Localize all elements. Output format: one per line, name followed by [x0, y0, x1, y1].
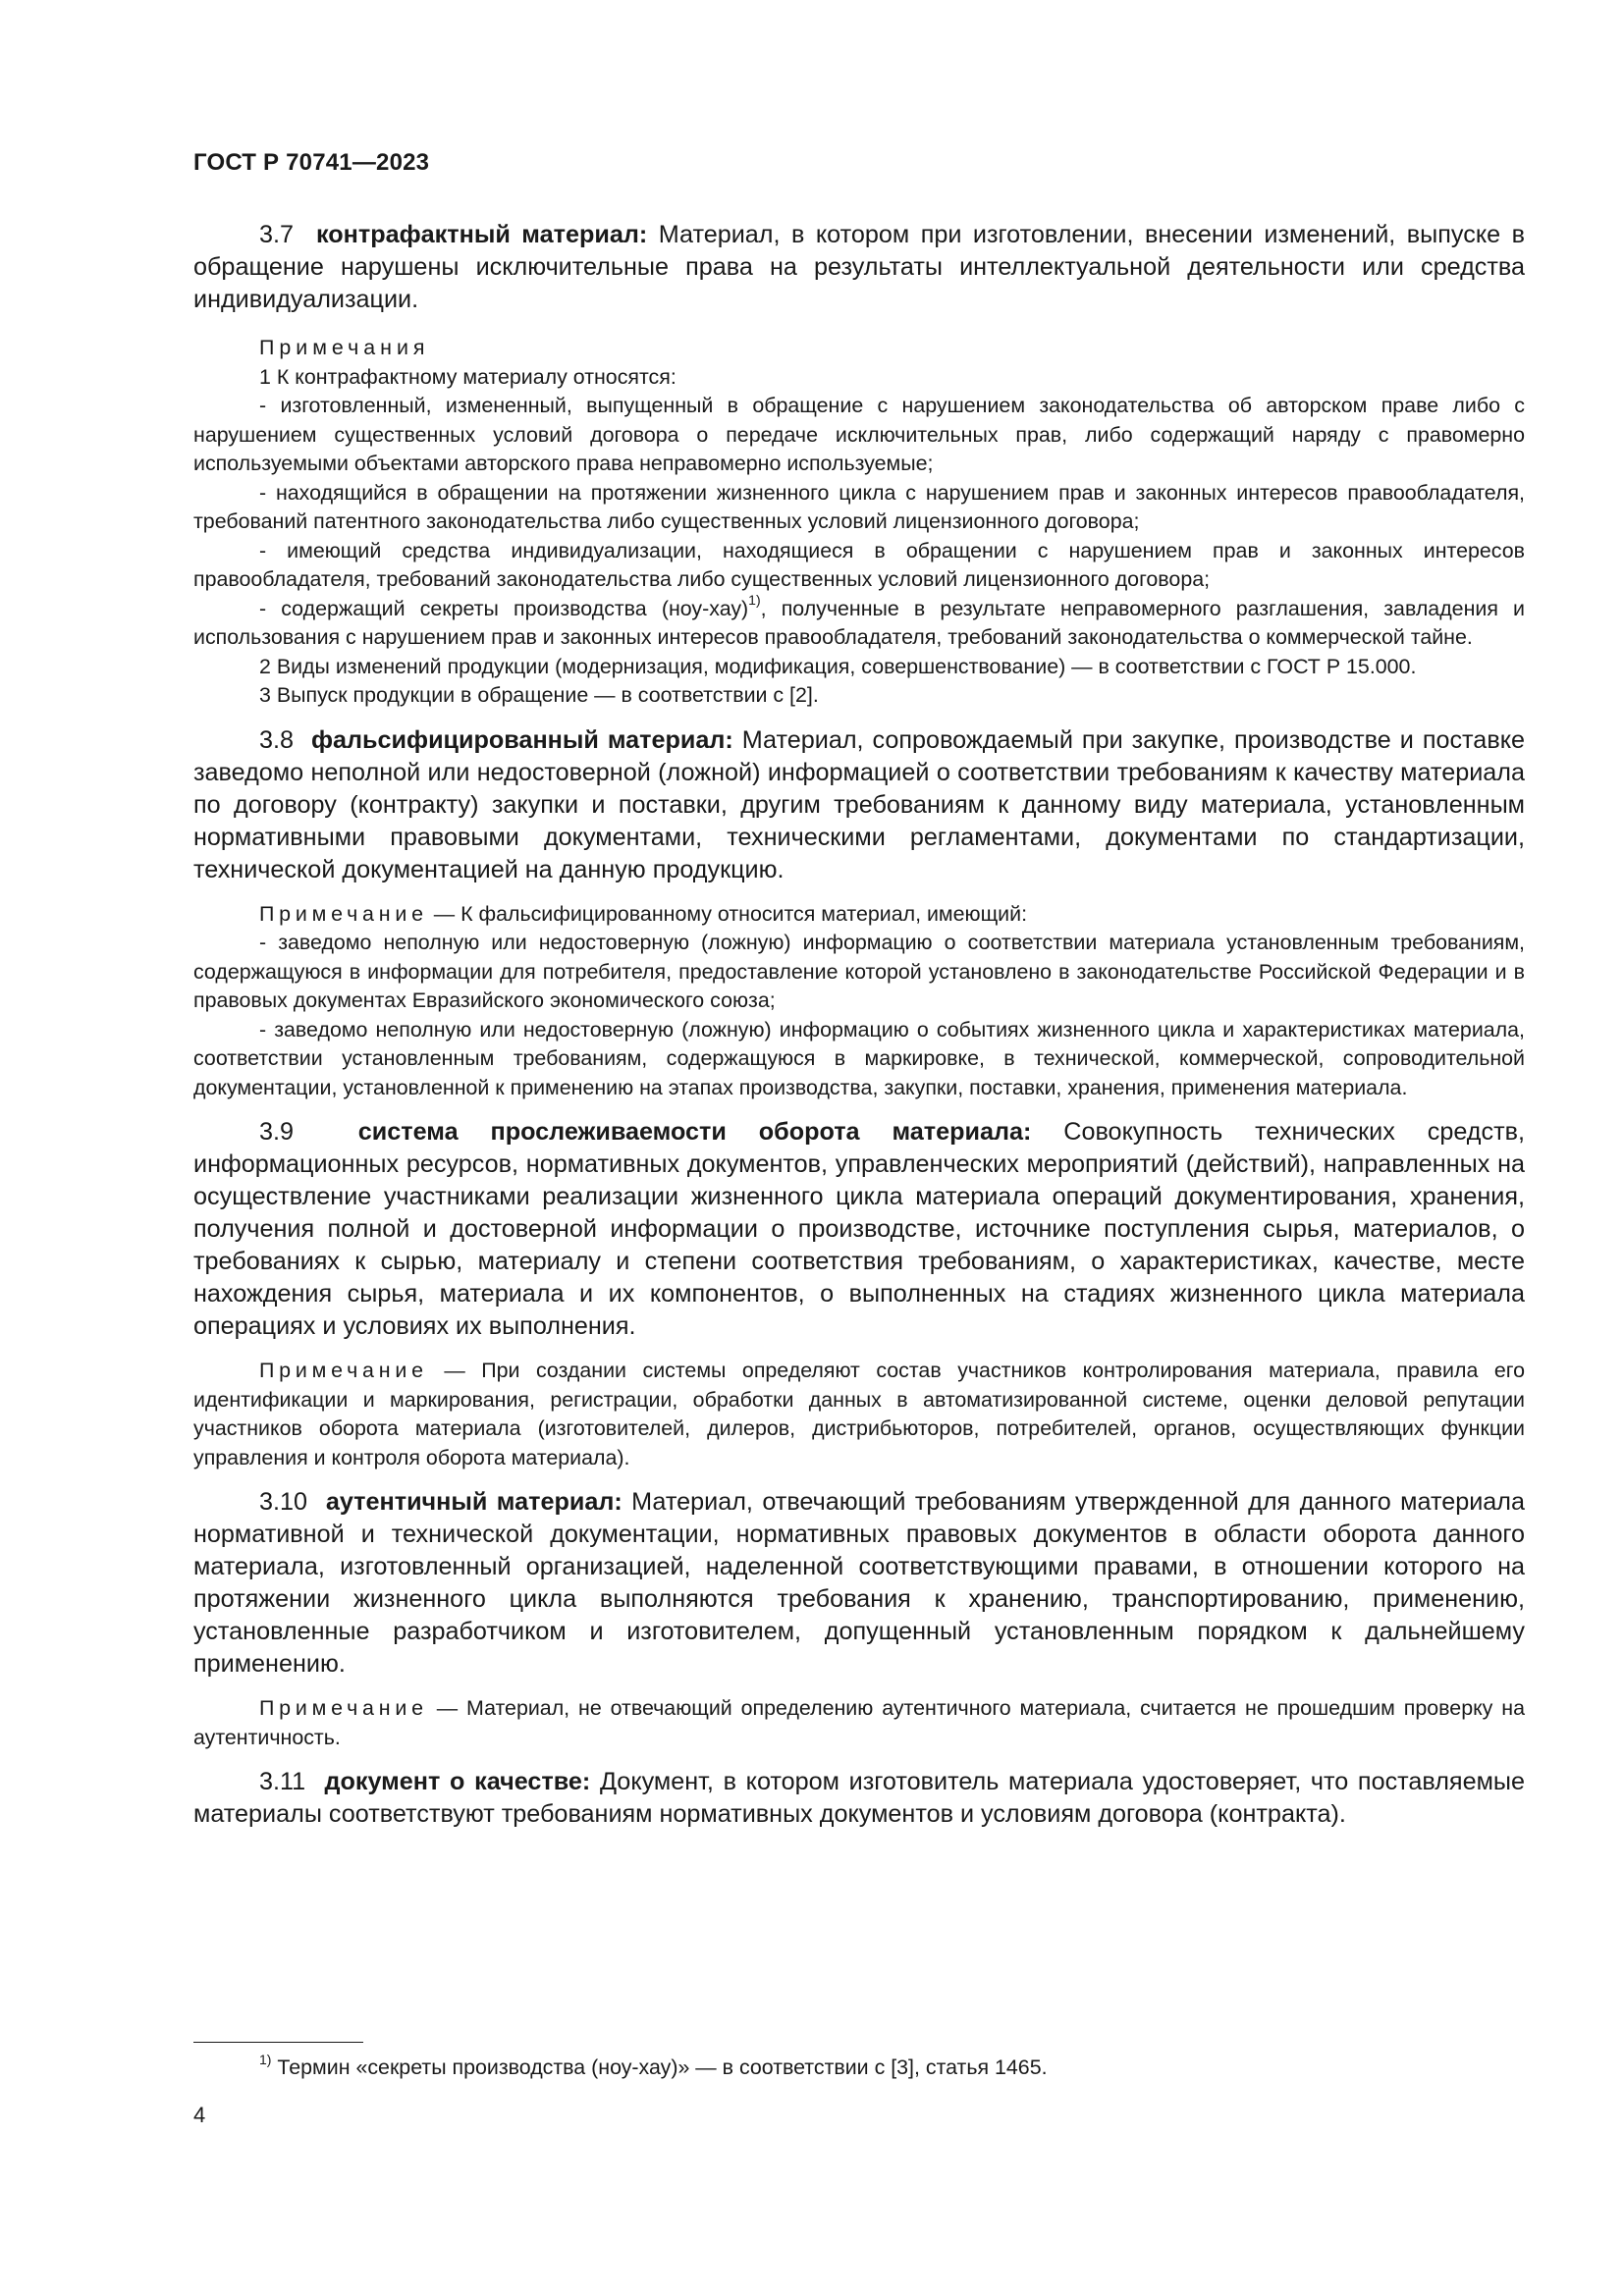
term-3-9	[193, 1116, 1525, 1343]
term-title: аутентичный материал:	[325, 1488, 623, 1516]
page-number: 4	[193, 2103, 206, 2127]
term-title: фальсифицированный материал:	[311, 725, 733, 754]
term-title: контрафактный материал:	[316, 221, 648, 248]
footnote-ref: 1)	[748, 592, 761, 609]
term-definition: Материал, отвечающий требованиям утвержденной для данного материала нормативной и технической документации, нормативных правовых документов в области оборота данного материала, изготовленный организацией, наделенной соответствующими правами, в отношении которого на протяжении жизненного цикла выполняются требования к хранению, транспортированию, применению, установленные разработчиком и изготовителем, допущенный установленным порядком к дальнейшему применению.	[193, 1488, 1526, 1678]
term-3-10	[193, 1486, 1525, 1681]
term-number: 3.9	[259, 1118, 295, 1146]
note	[193, 900, 1525, 930]
notes-label: Примечания	[259, 336, 430, 359]
term-number: 3.7	[259, 221, 295, 248]
note-bullet-text: - содержащий секреты производства (ноу-хау)	[259, 596, 749, 620]
term-number: 3.11	[259, 1768, 306, 1795]
note-bullet: - имеющий средства индивидуализации, находящиеся в обращении с нарушением прав и законных интересов правообладателя, требований законодательства либо существенных условий лицензионного договора;	[193, 538, 1525, 591]
document-body	[193, 219, 1525, 1831]
footnote	[259, 2051, 1048, 2082]
term-title: система прослеживаемости оборота материала:	[357, 1118, 1032, 1146]
note-text: — К фальсифицированному относится материал, имеющий:	[427, 901, 1028, 926]
note-bullet: - находящийся в обращении на протяжении жизненного цикла с нарушением прав и законных интересов правообладателя, требований патентного законодательства либо существенных условий лицензионного договора;	[193, 480, 1525, 533]
note	[193, 1357, 1525, 1472]
footnote-divider	[193, 2042, 363, 2043]
document-code-header: ГОСТ Р 70741—2023	[193, 149, 430, 176]
term-3-8	[193, 724, 1525, 886]
note-label: Примечание	[259, 1696, 428, 1720]
term-number: 3.8	[259, 725, 295, 754]
note-1: 1 К контрафактному материалу относятся:	[259, 364, 677, 389]
note-3: 3 Выпуск продукции в обращение — в соответствии с [2].	[259, 683, 819, 707]
term-definition: Материал, сопровождаемый при закупке, производстве и поставке заведомо неполной или недостоверной (ложной) информацией о соответствии требованиям к качеству материала по договору (контракту) закупки и поставки, другим требованиям к данному виду материала, установленным нормативными правовыми документами, техническими регламентами, документами по стандартизации, технической документацией на данную продукцию.	[193, 725, 1526, 883]
note-text: — При создании системы определяют состав участников контролирования материала, правила его идентификации и маркирования, регистрации, обработки данных в автоматизированной системе, оценки деловой репутации участников оборота материала (изготовителей, дилеров, дистрибьюторов, потребителей, органов, осуществляющих функции управления и контроля оборота материала).	[193, 1359, 1525, 1469]
note-bullet: - изготовленный, измененный, выпущенный в обращение с нарушением законодательства об авторском праве либо с нарушением существенных условий договора о передаче исключительных прав, либо содержащий наряду с правомерно используемыми объектами авторского права неправомерно используемые;	[193, 394, 1525, 475]
note-text: — Материал, не отвечающий определению аутентичного материала, считается не прошедшим проверку на аутентичность.	[193, 1696, 1525, 1749]
term-3-7	[193, 219, 1525, 316]
term-number: 3.10	[259, 1488, 308, 1516]
note-label: Примечание	[259, 1359, 428, 1382]
note-bullet	[193, 592, 1525, 653]
note-2: 2 Виды изменений продукции (модернизация, модификация, совершенствование) — в соответствии с ГОСТ Р 15.000.	[259, 654, 1417, 678]
term-definition: Документ, в котором изготовитель материала удостоверяет, что поставляемые материалы соответствуют требованиям нормативных документов и условиям договора (контракта).	[193, 1768, 1526, 1828]
term-3-11	[193, 1766, 1525, 1831]
footnote-mark: 1)	[259, 2051, 272, 2067]
note-label: Примечание	[259, 901, 428, 926]
footnote-text: Термин «секреты производства (ноу-хау)» — в соответствии с [3], статья 1465.	[271, 2056, 1048, 2079]
note-bullet-text: , полученные в результате неправомерного разглашения, завладения и использования с нарушением прав и законных интересов правообладателя, требований законодательства о коммерческой тайне.	[193, 596, 1525, 649]
note-bullet: - заведомо неполную или недостоверную (ложную) информацию о соответствии материала установленным требованиям, содержащуюся в информации для потребителя, предоставление которой установлено в законодательстве Российской Федерации и в правовых документах Евразийского экономического союза;	[193, 931, 1525, 1012]
term-definition: Материал, в котором при изготовлении, внесении изменений, выпуске в обращение нарушены исключительные права на результаты интеллектуальной деятельности или средства индивидуализации.	[193, 221, 1526, 313]
note	[193, 1694, 1525, 1752]
term-title: документ о качестве:	[324, 1768, 591, 1795]
note-bullet: - заведомо неполную или недостоверную (ложную) информацию о событиях жизненного цикла и характеристиках материала, соответствии установленным требованиям, содержащуюся в маркировке, в технической, коммерческой, сопроводительной документации, установленной к применению на этапах производства, закупки, поставки, хранения, применения материала.	[193, 1017, 1525, 1099]
term-definition: Совокупность технических средств, информационных ресурсов, нормативных документов, управленческих мероприятий (действий), направленных на осуществление участниками реализации жизненного цикла материала операций документирования, хранения, получения полной и достоверной информации о производстве, источнике поступления сырья, материалов, о требованиях к сырью, материалу и степени соответствия требованиям, о характеристиках, качестве, месте нахождения сырья, материала и их компонентов, о выполненных на стадиях жизненного цикла материала операциях и условиях их выполнения.	[193, 1118, 1525, 1340]
